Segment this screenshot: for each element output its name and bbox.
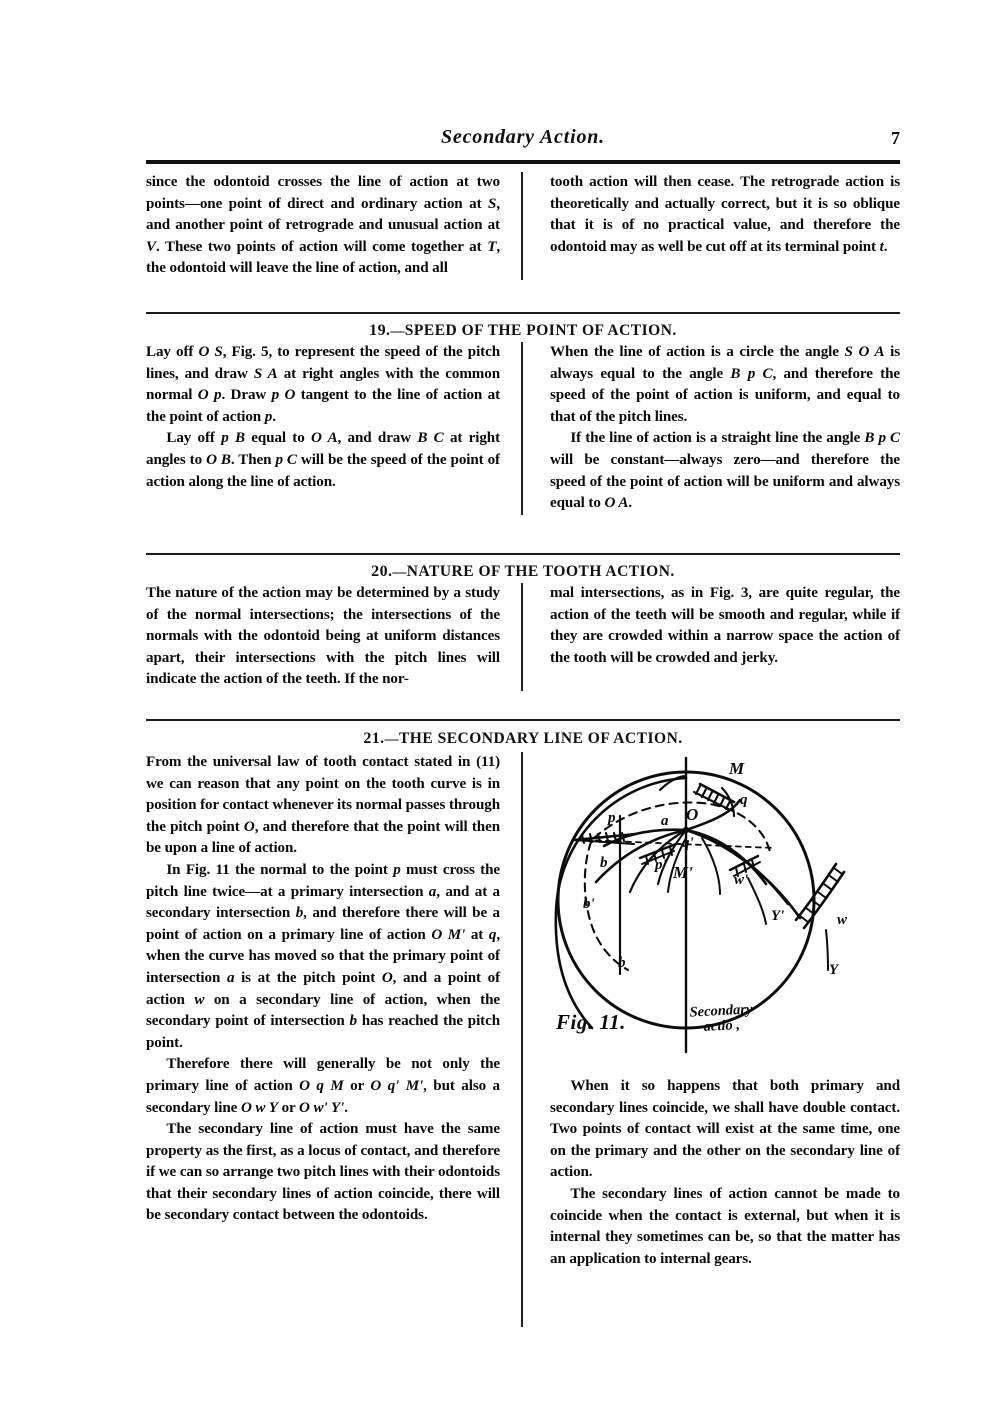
paragraph: Lay off p B equal to O A, and draw B C at right angles to O B. Then p C will be the speed of the point of action along the line of action.	[146, 430, 501, 490]
section-19-body	[146, 342, 900, 515]
section-rule-21	[146, 719, 900, 721]
figure-point-label: b	[618, 955, 626, 971]
section-19-right-column	[536, 342, 900, 515]
column-divider	[521, 172, 523, 280]
figure-point-label: O	[686, 805, 699, 824]
paragraph: tooth action will then cease. The retrograde action is theoretically and actually correct, but it is so oblique that it is of no practical value, and therefore the odontoid may as well be cut off at its terminal point t.	[550, 174, 900, 255]
section-number: 21.	[363, 730, 385, 747]
paragraph: Therefore there will generally be not only the primary line of action O q M or O q' M', but also a secondary line O w Y or O w' Y'.	[146, 1056, 500, 1116]
top-right-column	[536, 172, 900, 280]
paragraph: mal intersections, as in Fig. 3, are quite regular, the action of the teeth will be smooth and regular, while if they are crowded within a narrow space the action of the tooth will be crowded and jerky.	[550, 585, 900, 666]
figure-annotation-line2: actio ,	[703, 1017, 741, 1035]
paragraph: The secondary lines of action cannot be made to coincide when the contact is external, but when it is internal they sometimes can be, so that the matter has an application to internal gears.	[550, 1185, 900, 1267]
curve-to-Y	[826, 930, 828, 970]
section-20-right-column	[536, 583, 900, 691]
figure-point-label: M'	[673, 863, 693, 882]
section-19-left-column	[146, 342, 510, 515]
paragraph: When the line of action is a circle the angle S O A is always equal to the angle B p C, and therefore the speed of the point of action is uniform, and equal to that of the pitch lines.	[550, 344, 900, 425]
section-dash: —	[384, 732, 399, 747]
figure-11	[534, 752, 900, 1064]
section-heading-19	[146, 322, 900, 340]
column-divider	[521, 583, 523, 691]
pitch-point-marker	[683, 827, 689, 833]
paragraph: The nature of the action may be determined by a study of the normal intersections; the intersections of the normals with the odontoid being at uniform distances apart, their intersections with the pitch lines will indicate the action of the teeth. If the nor-	[146, 585, 500, 688]
curve-to-Y-prime	[748, 878, 766, 924]
paragraph: since the odontoid crosses the line of action at two points—one point of direct and ordinary action at S, and another point of retrograde and unusual action at V. These two points of action will come together at T, the odontoid will leave the line of action, and all	[146, 174, 500, 277]
section-title: NATURE OF THE TOOTH ACTION.	[406, 563, 675, 580]
column-divider	[521, 752, 523, 1327]
running-head	[146, 126, 900, 154]
paragraph: Lay off O S, Fig. 5, to represent the speed of the pitch lines, and draw S A at right angles with the common normal O p. Draw p O tangent to the line of action at the point of action p.	[146, 344, 501, 425]
section-number: 19.	[369, 322, 391, 339]
section-heading-20	[146, 563, 900, 581]
top-text-block	[146, 172, 900, 280]
figure-point-label: Y'	[771, 908, 785, 924]
top-left-column	[146, 172, 510, 280]
section-title: SPEED OF THE POINT OF ACTION.	[404, 322, 677, 339]
paragraph: If the line of action is a straight line the angle B p C will be constant—always zero—and therefore the speed of the point of action will be uniform and always equal to O A.	[550, 430, 900, 512]
section-rule-20	[146, 553, 900, 555]
paragraph: When it so happens that both primary and secondary lines coincide, we shall have double contact. Two points of contact will exist at the same time, one on the primary and the other on the secondary line of action.	[550, 1078, 900, 1181]
section-title: THE SECONDARY LINE OF ACTION.	[398, 730, 683, 747]
figure-point-label: M	[729, 759, 745, 778]
column-divider	[521, 342, 523, 515]
page-title: Secondary Action.	[441, 126, 605, 148]
figure-point-label: b'	[583, 896, 595, 912]
section-21-left-column	[146, 752, 510, 1270]
figure-caption: Fig. 11.	[556, 1010, 626, 1034]
figure-point-label: q'	[682, 835, 694, 851]
page-number: 7	[891, 128, 900, 148]
figure-point-label: w'	[734, 872, 749, 888]
paragraph: From the universal law of tooth contact stated in (11) we can reason that any point on the tooth curve is in position for contact whenever its normal passes through the pitch point O, and therefore that the point will then be upon a line of action.	[146, 754, 500, 857]
figure-annotation	[689, 1002, 753, 1035]
section-heading-21	[146, 730, 900, 748]
figure-point-label: a	[661, 813, 669, 829]
section-dash: —	[392, 565, 407, 580]
figure-point-label: p'	[655, 857, 667, 873]
figure-point-label: q	[740, 792, 748, 808]
figure-point-label: b	[600, 855, 608, 871]
section-dash: —	[390, 324, 405, 339]
section-rule-19	[146, 312, 900, 314]
figure-annotation-line1: Secondary	[689, 1001, 753, 1021]
figure-point-label: p	[608, 810, 616, 826]
paragraph: In Fig. 11 the normal to the point p must cross the pitch line twice—at a primary intersection a, and at a secondary intersection b, and therefore there will be a point of action on a primary line of action O M' at q, when the curve has moved so that the primary point of intersection a is at the pitch point O, and a point of action w on a secondary line of action, when the secondary point of intersection b has reached the pitch point.	[146, 861, 501, 1051]
section-20-left-column	[146, 583, 510, 691]
paragraph: The secondary line of action must have the same property as the first, as a locus of contact, and therefore if we can so arrange two pitch lines with their odontoids that their secondary lines of action coincide, there will be secondary contact between the odontoids.	[146, 1121, 500, 1224]
section-number: 20.	[371, 563, 393, 580]
figure-point-label: Y	[829, 962, 839, 978]
section-20-body	[146, 583, 900, 691]
head-rule	[146, 160, 900, 164]
figure-point-label: w	[837, 912, 848, 928]
